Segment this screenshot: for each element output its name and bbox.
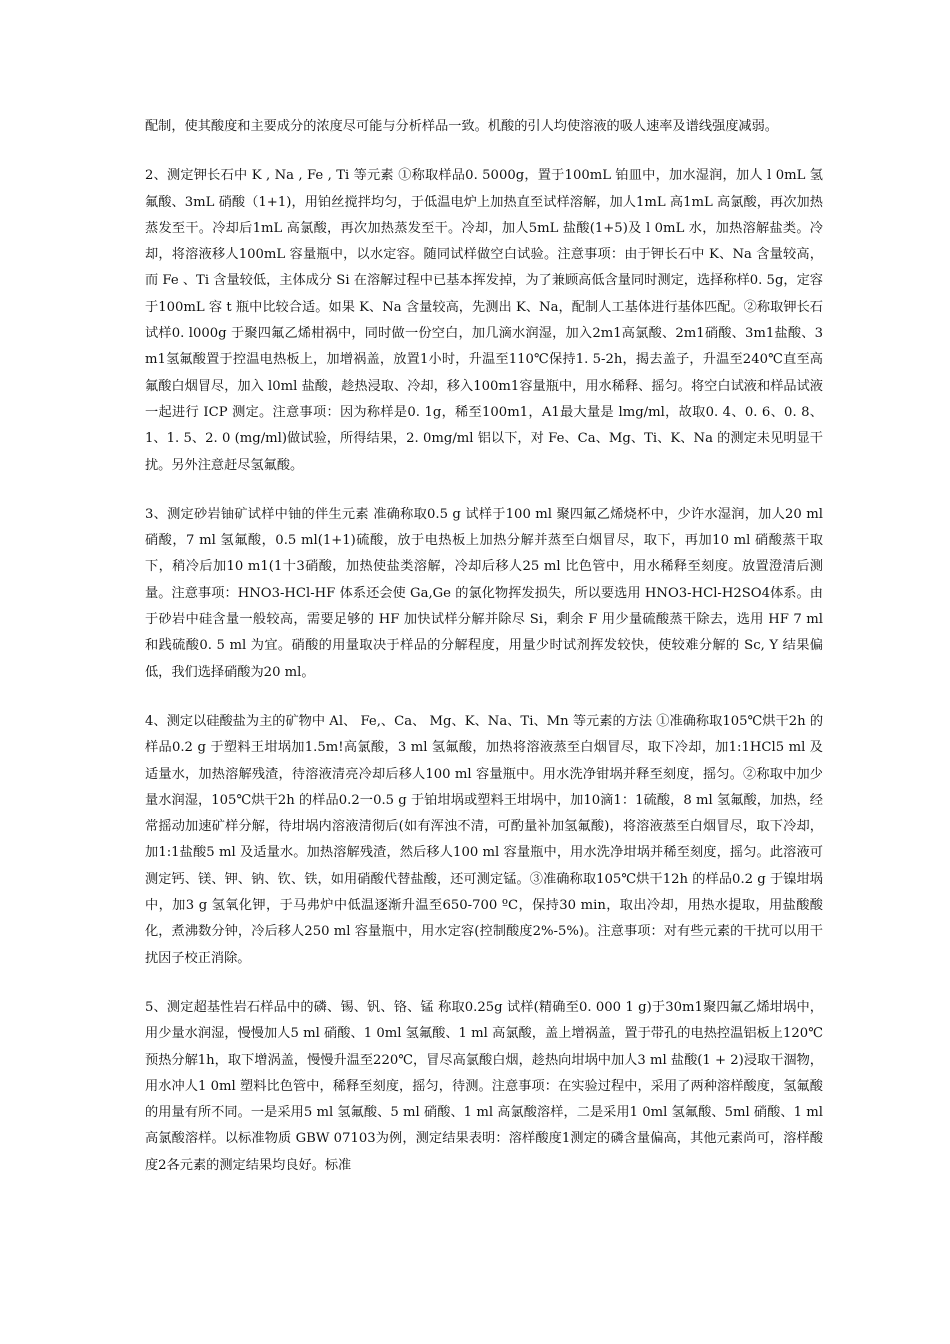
paragraph-intro-continuation: 配制，使其酸度和主要成分的浓度尽可能与分析样品一致。机酸的引人均使溶液的吸人速率及谱线强度减弱。 [145,119,778,134]
paragraph-section-2-potassium-feldspar: 2、测定钾长石中 K , Na , Fe , Ti 等元素 ①称取样品0. 5000g，置于100mL 铂皿中，加水湿润，加人 l 0mL 氢氟酸、3mL 硝酸（1+1)，用铂丝搅拌均匀，于低温电炉上加热直至试样溶解，加人1mL 高1mL 高氯酸，再次加热蒸发至干。冷却后1mL 高氯酸，再次加热蒸发至干。冷却，加人5mL 盐酸(1+5)及 l 0mL 水，加热溶解盐类。冷却，将溶液移人100mL 容量瓶中，以水定容。随同试样做空白试验。注意事项：由于钾长石中 K、Na 含量较高，而 Fe 、Ti 含量较低，主体成分 Si 在溶解过程中已基本挥发掉，为了兼顾高低含量同时测定，选择称样0. 5g，定容于100mL 容 t 瓶中比较合适。如果 K、Na 含量较高，先测出 K、Na，配制人工基体进行基体匹配。②称取钾长石试样0. l000g 于聚四氟乙烯柑祸中，同时做一份空白，加几滴水润湿，加入2m1高氯酸、2m1硝酸、3m1盐酸、3m1氢氟酸置于控温电热板上，加增祸盖，放置1小时，升温至110℃保持1. 5-2h，揭去盖子，升温至240℃直至高氟酸白烟冒尽，加入 l0ml 盐酸，趁热浸取、冷却，移入100m1容量瓶中，用水稀释、摇匀。将空白试液和样品试液一起进行 ICP 测定。注意事项：因为称样是0. 1g，稀至100m1，A1最大量是 lmg/ml，故取0. 4、0. 6、0. 8、1、1. 5、2. 0 (mg/ml)做试验，所得结果，2. 0mg/ml 铝以下，对 Fe、Ca、Mg、Ti、K、Na 的测定未见明显干扰。另外注意赶尽氢氟酸。 [145,168,823,473]
paragraph-section-5-ultrabasic-rock: 5、测定超基性岩石样品中的磷、锡、钒、铬、锰 称取0.25g 试样(精确至0. 000 1 g)于30m1聚四氟乙烯坩埚中，用少量水润湿，慢慢加人5 ml 硝酸、1 0ml 氢氟酸、1 ml 高氯酸，盖上增祸盖，置于带孔的电热控温铝板上120℃预热分解1h，取下增涡盖，慢慢升温至220℃，冒尽高氯酸白烟，趁热向坩埚中加人3 ml 盐酸(1 + 2)浸取干涸物，用水冲人1 0ml 塑料比色管中，稀释至刻度，摇匀，待测。注意事项：在实验过程中，采用了两种溶样酸度，氢氟酸的用量有所不同。一是采用5 ml 氢氟酸、5 ml 硝酸、1 ml 高氯酸溶样，二是采用1 0ml 氢氟酸、5ml 硝酸、1 ml 高氯酸溶样。以标准物质 GBW 07103为例，测定结果表明：溶样酸度1测定的磷含量偏高，其他元素尚可，溶样酸度2各元素的测定结果均良好。标准 [145,999,823,1173]
paragraph-section-3-sandstone-uranium: 3、测定砂岩铀矿试样中铀的伴生元素 准确称取0.5 g 试样于100 ml 聚四氟乙烯烧杯中，少许水湿润，加人20 ml 硝酸，7 ml 氢氟酸，0.5 ml(1+1)硫酸，放于电热板上加热分解并蒸至白烟冒尽，取下，再加10 ml 硝酸蒸干取下，稍冷后加10 m1(1十3硝酸，加热使盐类溶解，冷却后移人25 ml 比色管中，用水稀释至刻度。放置澄清后测量。注意事项：HNO3-HCl-HF 体系还会使 Ga,Ge 的氯化物挥发损失，所以要选用 HNO3-HCl-H2SO4体系。由于砂岩中硅含量一般较高，需要足够的 HF 加快试样分解并除尽 Si，剩余 F 用少量硫酸蒸干除去，选用 HF 7 ml 和践硫酸0. 5 ml 为宜。硝酸的用量取决于样品的分解程度，用量少时试剂挥发较快，使较难分解的 Sc, Y 结果偏低，我们选择硝酸为20 ml。 [145,506,823,680]
paragraph-section-4-silicate-minerals: 4、测定以硅酸盐为主的矿物中 Al、 Fe,、Ca、 Mg、K、Na、Ti、Mn 等元素的方法 ①准确称取105℃烘干2h 的样品0.2 g 于塑料王坩埚加1.5m!高氯酸，3 ml 氢氟酸，加热将溶液蒸至白烟冒尽，取下冷却，加1:1HCl5 ml 及适量水，加热溶解残渣，待溶液清亮冷却后移人100 ml 容量瓶中。用水洗净钳埚并释至刻度，摇匀。②称取中加少量水润湿，105℃烘干2h 的样品0.2一0.5 g 于铂坩埚或塑料王坩埚中，加10滴1：1硫酸，8 ml 氢氟酸，加热，经常摇动加速矿样分解，待坩埚内溶液清彻后(如有浑浊不清，可酌量补加氢氟酸)，将溶液蒸至白烟冒尽，取下冷却，加1:1盐酸5 ml 及适量水。加热溶解残渣，然后移人100 ml 容量瓶中，用水洗净坩埚并稀至刻度，摇匀。此溶液可测定钙、镁、钾、钠、钦、铁，如用硝酸代替盐酸，还可测定锰。③准确称取105℃烘干12h 的样品0.2 g 于镍坩埚中，加3 g 氢氧化钾，于马弗炉中低温逐渐升温至650-700 ºC，保持30 min，取出冷却，用热水提取，用盐酸酸化，煮沸数分钟，冷后移人250 ml 容量瓶中，用水定容(控制酸度2%-5%)。注意事项：对有些元素的干扰可以用干扰因子校正消除。 [145,713,823,966]
document-page [145,114,823,1202]
